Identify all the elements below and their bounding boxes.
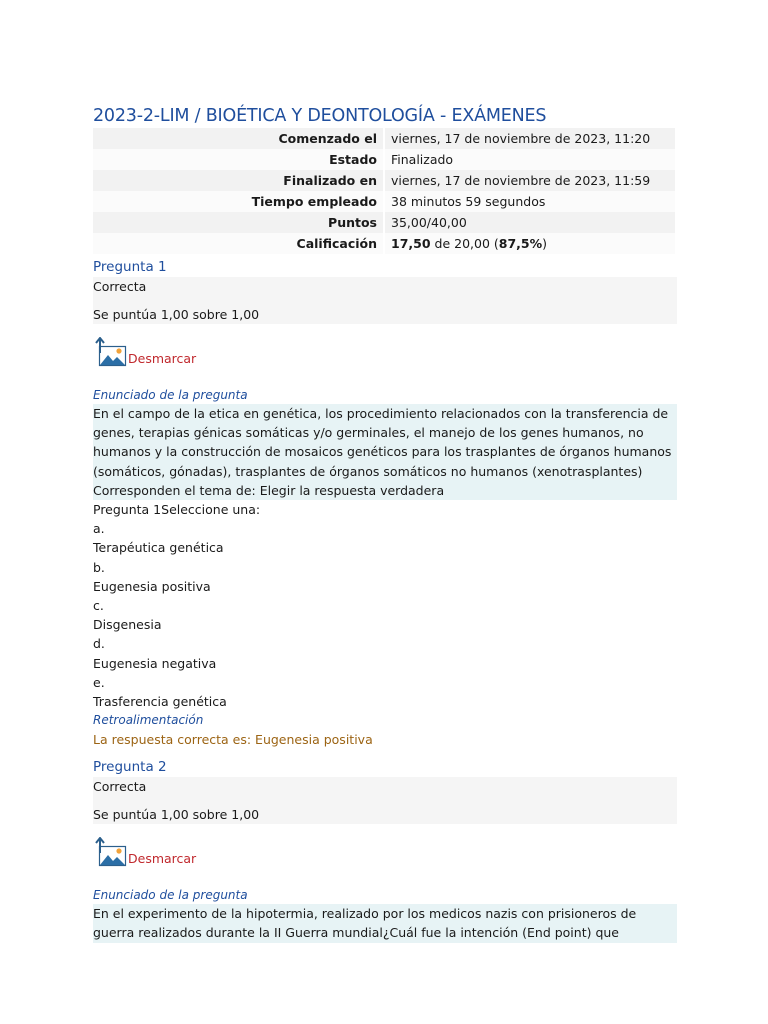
summary-value: 38 minutos 59 segundos [384,191,675,212]
question-heading: Pregunta 2 [93,759,167,776]
feedback-text: La respuesta correcta es: Eugenesia positiva [93,732,373,748]
summary-row [93,212,675,233]
summary-row [93,233,675,254]
option-text[interactable]: Eugenesia negativa [93,655,217,671]
question-grade: Se puntúa 1,00 sobre 1,00 [93,807,260,823]
flag-image-icon [95,337,127,367]
question-text [93,904,677,942]
question-text [93,404,677,500]
flag-image-icon [95,837,127,867]
question-text-line: humanos y la construcción de mosaicos genéticos para los trasplantes de órganos humanos [93,444,672,460]
question-text-line: En el experimento de la hipotermia, realizado por los medicos nazis con prisioneros de [93,906,637,922]
summary-label: Comenzado el [93,128,384,149]
question-state: Correcta [93,279,147,294]
question-grade: Se puntúa 1,00 sobre 1,00 [93,307,260,322]
option-text[interactable]: Disgenesia [93,617,162,633]
grade-max: de 20,00 ( [430,236,499,251]
grade-close: ) [542,236,548,251]
summary-label: Finalizado en [93,170,384,191]
question-text-line: genes, terapias génicas somáticas y/o germinales, el manejo de los genes humanos, no [93,425,644,441]
answer-options [93,500,677,711]
question-stem-label: Enunciado de la pregunta [93,388,248,402]
option-text[interactable]: Eugenesia positiva [93,578,211,594]
question-stem-label: Enunciado de la pregunta [93,888,248,903]
question-heading: Pregunta 1 [93,259,167,275]
summary-row [93,170,675,191]
flag-question-button[interactable] [93,834,677,882]
question-info [93,277,677,324]
option-text[interactable]: Terapéutica genética [93,540,224,556]
option-letter[interactable]: c. [93,598,104,614]
summary-value: Finalizado [384,149,675,170]
summary-row [93,191,675,212]
grade-score: 17,50 [391,236,431,251]
quiz-review [93,104,677,943]
grade-value [384,233,675,254]
question-text-line: Corresponden el tema de: Elegir la respuesta verdadera [93,482,445,498]
attempt-summary-table [93,128,675,254]
flag-question-button[interactable] [93,334,677,382]
question-text-line: En el campo de la etica en genética, los procedimiento relacionados con la transferencia de [93,406,669,421]
question-text-line: (somáticos, gónadas), trasplantes de órganos somáticos no humanos (xenotrasplantes) [93,463,643,479]
option-letter[interactable]: d. [93,636,105,652]
question-2 [93,758,677,942]
flag-label: Desmarcar [128,851,197,867]
page-title: 2023-2-LIM / BIOÉTICA Y DEONTOLOGÍA - EXÁMENES [93,106,547,126]
option-text[interactable]: Trasferencia genética [93,694,227,710]
question-text-line: guerra realizados durante la II Guerra mundial¿Cuál fue la intención (End point) que [93,925,620,941]
summary-row [93,128,675,149]
summary-row [93,149,675,170]
question-1 [93,258,677,749]
summary-label: Tiempo empleado [93,191,384,212]
question-info [93,777,677,824]
question-state: Correcta [93,779,147,795]
summary-label: Calificación [93,233,384,254]
grade-percent: 87,5% [498,236,543,251]
feedback-label: Retroalimentación [93,713,204,728]
option-letter[interactable]: b. [93,559,105,575]
summary-value: 35,00/40,00 [384,212,675,233]
option-letter[interactable]: e. [93,674,105,690]
summary-value: viernes, 17 de noviembre de 2023, 11:59 [384,170,675,191]
flag-label: Desmarcar [128,351,197,366]
summary-label: Puntos [93,212,384,233]
option-letter[interactable]: a. [93,521,105,537]
summary-value: viernes, 17 de noviembre de 2023, 11:20 [384,128,675,149]
answer-prompt: Pregunta 1Seleccione una: [93,502,261,518]
summary-label: Estado [93,149,384,170]
